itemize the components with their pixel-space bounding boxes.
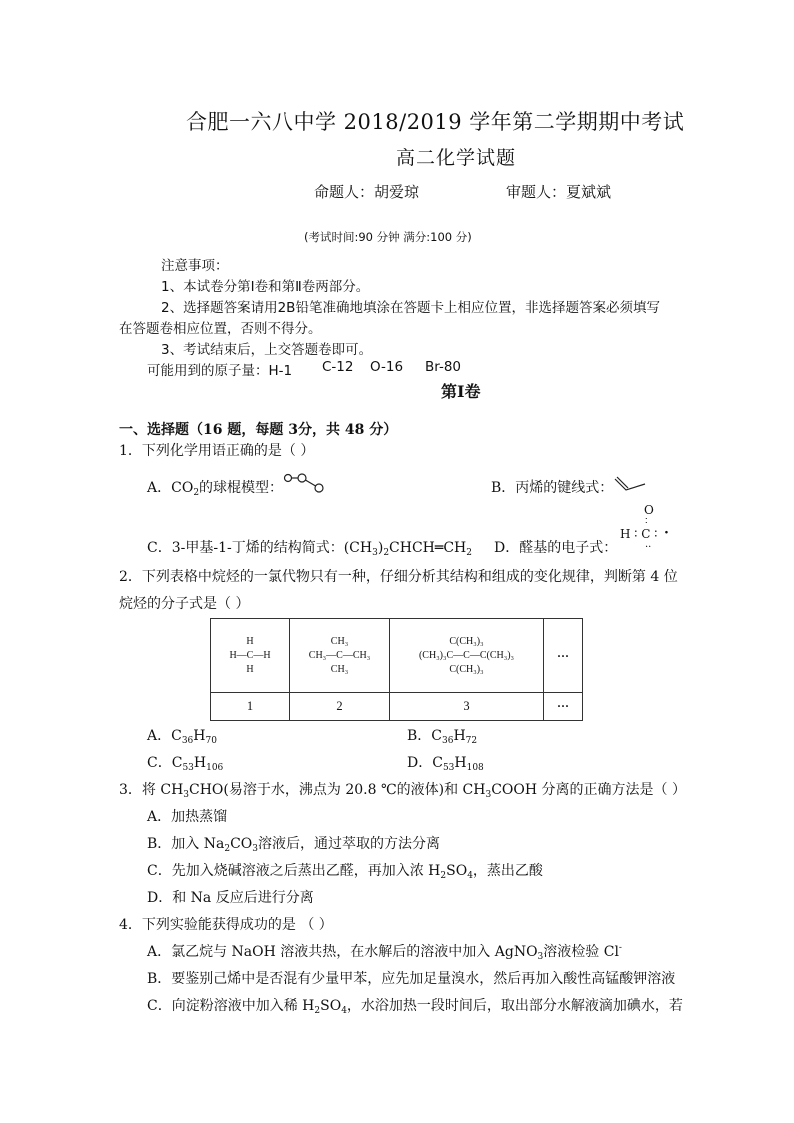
q3-option-b: B．加入 $Na_2CO_3$溶液后，通过萃取的方法分离 [147, 836, 441, 854]
question-1-stem: 1．下列化学用语正确的是（ ） [119, 443, 315, 459]
q1-option-a: A．$CO_2$的球棍模型： [147, 480, 284, 498]
q1-option-c: C．3-甲基-1-丁烯的结构简式：$(CH_3)_2CHCH═CH_2$ [147, 540, 472, 558]
aldehyde-o: O [644, 503, 654, 517]
q3-option-a: A．加热蒸馏 [147, 809, 228, 825]
question-2-stem: 2．下列表格中烷烃的一氯代物只有一种，仔细分析其结构和组成的变化规律，判断第 4 位 [119, 569, 678, 585]
structure-cell: C(CH₃)₃ (CH₃)₃C—C—C(CH₃)₃ C(CH₃)₃ [390, 619, 544, 693]
atomic-mass: O-16 [370, 359, 404, 375]
question-2-stem: 烷烃的分子式是（ ） [119, 596, 250, 612]
q3-option-c: C．先加入烧碱溶液之后蒸出乙醛，再加入浓 $H_2SO_4$，蒸出乙酸 [147, 863, 543, 881]
structure-cell: H H—C—H H [211, 619, 290, 693]
note-item: 2、选择题答案请用2B铅笔准确地填涂在答题卡上相应位置，非选择题答案必须填写 [161, 300, 660, 316]
index-cell: 2 [290, 693, 390, 721]
structure-cell: ··· [544, 619, 583, 693]
alkane-table [210, 618, 583, 721]
aldehyde-radical: · [664, 525, 669, 541]
index-cell: 1 [211, 693, 290, 721]
exam-title: 合肥一六八中学 2018/2019 学年第二学期期中考试 [186, 110, 685, 134]
note-item: 在答题卷相应位置，否则不得分。 [119, 321, 322, 337]
aldehyde-bond: ∶ [645, 516, 648, 527]
exam-subtitle: 高二化学试题 [396, 147, 517, 169]
q4-option-c: C．向淀粉溶液中加入稀 $H_2SO_4$，水浴加热一段时间后，取出部分水解液滴加碘水，若 [147, 998, 683, 1016]
skeletal-formula-icon [613, 474, 647, 494]
aldehyde-hc: H ∶ C ∶ [620, 527, 658, 541]
q2-option-a: A．$C_{36}H_{70}$ [147, 728, 217, 746]
time-info: (考试时间:90 分钟 满分:100 分) [304, 230, 472, 244]
q2-option-c: C．$C_{53}H_{106}$ [147, 755, 224, 773]
atomic-label: 可能用到的原子量：H-1 [147, 363, 293, 379]
q2-option-b: B．$C_{36}H_{72}$ [407, 728, 478, 746]
q4-option-b: B．要鉴别己烯中是否混有少量甲苯，应先加足量溴水，然后再加入酸性高锰酸钾溶液 [147, 971, 676, 987]
section-title: 一、选择题（16 题，每题 3分，共 48 分） [119, 422, 398, 438]
ball-stick-model-icon [282, 470, 326, 496]
q4-option-a: A．氯乙烷与 NaOH 溶液共热，在水解后的溶液中加入 AgNO$_3$溶液检验 Cl- [147, 943, 622, 962]
part-title: 第Ⅰ卷 [441, 382, 481, 401]
q3-option-d: D．和 Na 反应后进行分离 [147, 890, 314, 906]
note-item: 3、考试结束后，上交答题卷即可。 [161, 342, 373, 358]
index-cell: 3 [390, 693, 544, 721]
index-cell: ··· [544, 693, 583, 721]
q2-option-d: D．$C_{53}H_{108}$ [407, 755, 484, 773]
aldehyde-bottom: ·· [645, 542, 652, 553]
q1-option-d: D．醛基的电子式： [494, 540, 618, 556]
q1-option-b: B．丙烯的键线式： [491, 480, 614, 496]
author: 命题人：胡爱琼 [314, 183, 420, 201]
question-4-stem: 4．下列实验能获得成功的是 （ ） [119, 917, 333, 933]
note-item: 1、本试卷分第Ⅰ卷和第Ⅱ卷两部分。 [161, 279, 370, 295]
notes-heading: 注意事项： [161, 258, 229, 274]
question-3-stem: 3．将 $CH_3CHO$(易溶于水，沸点为 20.8 ℃的液体)和 $CH_3COOH$ 分离的正确方法是（ ） [119, 782, 686, 800]
atomic-mass: C-12 [322, 359, 354, 375]
atomic-mass: Br-80 [425, 359, 461, 375]
reviewer: 审题人：夏斌斌 [506, 183, 612, 201]
structure-cell: CH₃ CH₃—C—CH₃ CH₃ [290, 619, 390, 693]
